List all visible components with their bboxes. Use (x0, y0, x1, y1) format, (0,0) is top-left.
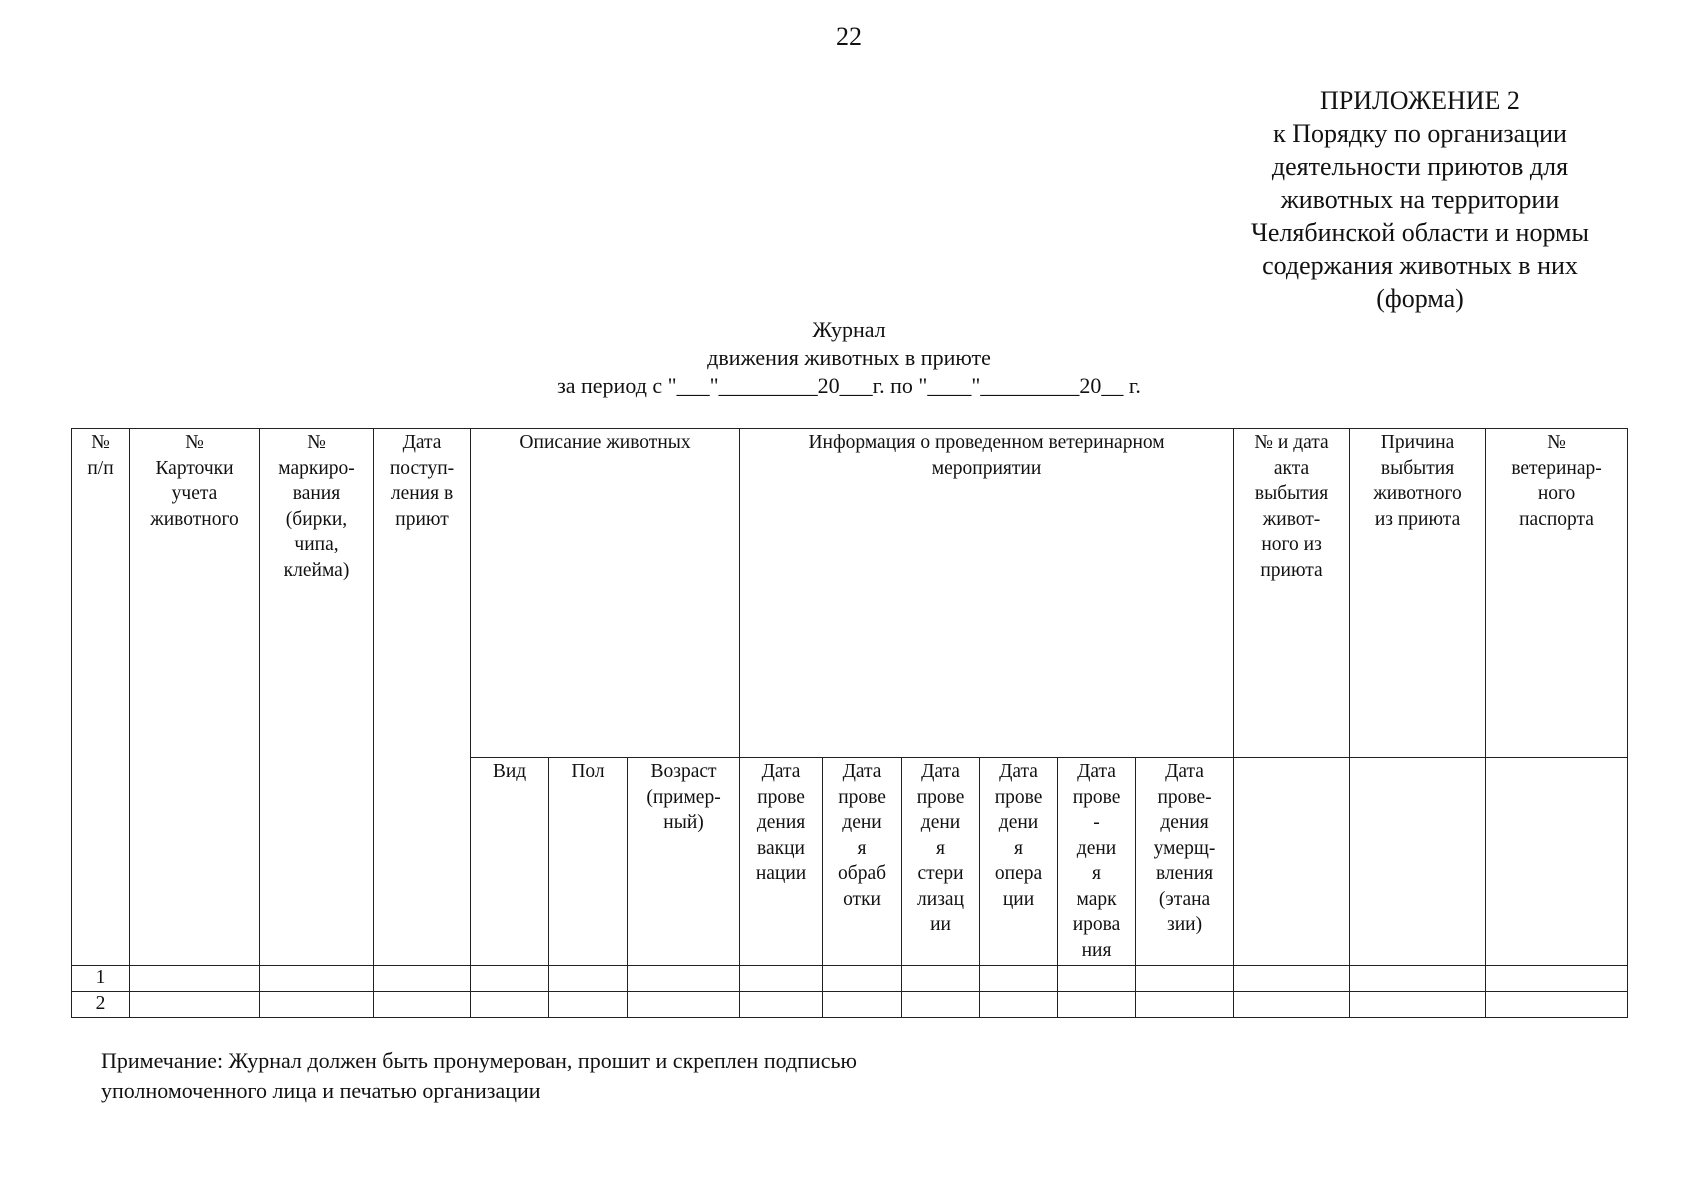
table-cell (130, 966, 260, 992)
table-cell (1350, 992, 1486, 1018)
table-cell (1486, 966, 1628, 992)
table-cell (980, 992, 1058, 1018)
journal-subtitle: движения животных в приюте (707, 345, 991, 370)
appendix-line: содержания животных в них (1262, 251, 1578, 280)
table-cell (549, 966, 628, 992)
note-line: Примечание: Журнал должен быть пронумерован, прошит и скреплен подписью (101, 1048, 857, 1073)
appendix-header (1220, 84, 1620, 315)
table-cell (823, 966, 902, 992)
table-cell (1058, 992, 1136, 1018)
table-cell (902, 966, 980, 992)
header-cell-num: № п/п (72, 429, 130, 966)
header-cell-departure-reason: Причина выбытия животного из приюта (1350, 429, 1486, 758)
appendix-line: деятельности приютов для (1271, 152, 1569, 181)
note-line: уполномоченного лица и печатью организации (101, 1078, 541, 1103)
subheader-cell-sex: Пол (549, 758, 628, 966)
journal-period: за период с "___"_________20___г. по "____"_________20__ г. (557, 373, 1141, 398)
subheader-cell-euthanasia-date: Дата прове- дения умерщ- вления (этана зии) (1136, 758, 1234, 966)
row-number: 2 (72, 992, 130, 1018)
note (101, 1046, 1201, 1106)
table-cell (740, 992, 823, 1018)
table-cell (1058, 966, 1136, 992)
table-cell (1136, 966, 1234, 992)
header-cell-card: № Карточки учета животного (130, 429, 260, 966)
row-number: 1 (72, 966, 130, 992)
table-cell (1234, 966, 1350, 992)
table-header-row (72, 429, 1628, 758)
table-cell (374, 966, 471, 992)
journal-table (71, 428, 1628, 1018)
table-cell (740, 966, 823, 992)
table-cell (902, 992, 980, 1018)
header-cell-vet-passport: № ветеринар- ного паспорта (1486, 429, 1628, 758)
subheader-cell-surgery-date: Дата прове дени я опера ции (980, 758, 1058, 966)
subheader-cell-treatment-date: Дата прове дени я обраб отки (823, 758, 902, 966)
table-cell (549, 992, 628, 1018)
table-cell (471, 966, 549, 992)
subheader-cell-marking-date: Дата прове - дени я марк ирова ния (1058, 758, 1136, 966)
table-cell (628, 992, 740, 1018)
appendix-line: животных на территории (1280, 185, 1560, 214)
table-cell (471, 992, 549, 1018)
subheader-cell-species: Вид (471, 758, 549, 966)
table-cell (980, 966, 1058, 992)
subheader-cell-empty (1234, 758, 1350, 966)
subheader-cell-sterilization-date: Дата прове дени я стери лизац ии (902, 758, 980, 966)
table-cell (823, 992, 902, 1018)
table-cell (130, 992, 260, 1018)
subheader-cell-empty (1486, 758, 1628, 966)
table-cell (260, 992, 374, 1018)
header-cell-marking: № маркиро- вания (бирки, чипа, клейма) (260, 429, 374, 966)
appendix-line: к Порядку по организации (1273, 119, 1567, 148)
table-row (72, 992, 1628, 1018)
table-cell (374, 992, 471, 1018)
subheader-cell-empty (1350, 758, 1486, 966)
header-cell-departure-act: № и дата акта выбытия живот- ного из приюта (1234, 429, 1350, 758)
header-cell-animal-description: Описание животных (471, 429, 740, 758)
page-number: 22 (836, 22, 862, 51)
table-cell (1136, 992, 1234, 1018)
appendix-line: Челябинской области и нормы (1251, 218, 1589, 247)
table-cell (1234, 992, 1350, 1018)
journal-title: Журнал (812, 317, 886, 342)
appendix-title: ПРИЛОЖЕНИЕ 2 (1320, 86, 1520, 115)
table-cell (628, 966, 740, 992)
journal-title-block (449, 316, 1249, 400)
table-cell (1486, 992, 1628, 1018)
table-cell (1350, 966, 1486, 992)
table-cell (260, 966, 374, 992)
subheader-cell-age: Возраст (пример- ный) (628, 758, 740, 966)
appendix-form-label: (форма) (1376, 284, 1464, 313)
subheader-cell-vaccination-date: Дата прове дения вакци нации (740, 758, 823, 966)
table-row (72, 966, 1628, 992)
header-cell-vet-info: Информация о проведенном ветеринарном мероприятии (740, 429, 1234, 758)
header-cell-arrival-date: Дата поступ- ления в приют (374, 429, 471, 966)
